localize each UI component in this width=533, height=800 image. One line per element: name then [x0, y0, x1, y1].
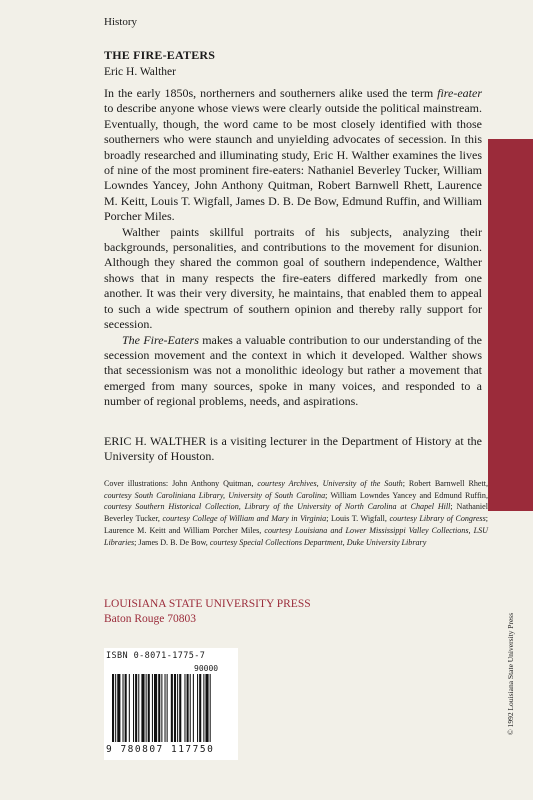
isbn-label: ISBN 0-8071-1775-7 — [106, 651, 206, 661]
p3-text: makes a valuable contribution to our understanding of the secession movement and the context in which it developed. Walther shows that secessionism was not a monolithic ideology but rather a movement that emerged from many sources, spoke in many voices, and responded to a number of regional problems, needs, and aspirations. — [104, 332, 483, 409]
credit-text: ; Robert Barnwell Rhett, — [402, 479, 489, 488]
description-paragraph-1 — [104, 86, 482, 225]
credit-source: courtesy Library of Congress — [389, 514, 486, 524]
credit-text: ; James D. B. De Bow, — [134, 537, 210, 547]
credit-text: ; Louis T. Wigfall, — [326, 514, 390, 524]
credit-source: courtesy South Caroliniana Library, University of South Carolina — [104, 490, 326, 500]
credit-text: ; Nathaniel Beverley Tucker, — [104, 502, 488, 524]
price-code: 90000 — [194, 664, 219, 673]
credit-source: courtesy Southern Historical Collection, Library of the University of North Carolina at Chapel Hill — [104, 502, 451, 512]
publisher-block — [104, 597, 311, 627]
cover-credits — [104, 478, 488, 548]
credit-text: ; William Lowndes Yancey and Edmund Ruffin, — [325, 490, 488, 500]
barcode-icon — [112, 674, 232, 742]
credit-text: Cover illustrations: John Anthony Quitman, — [104, 479, 258, 488]
credit-source: courtesy College of William and Mary in Virginia — [162, 514, 327, 524]
credit-text: ; Laurence M. Keitt and William Porcher Miles, — [104, 514, 488, 535]
category-label: History — [104, 16, 137, 28]
p1-text-cont: to describe anyone whose views were clearly outside the political mainstream. Eventually, though, the word came to be most closely identified with those southerners who were staunch and unyielding advocates of secession. In this broadly researched and illuminating study, Eric H. Walther examines the lives of nine of the most prominent fire-eaters: Nathaniel Beverley Tucker, William Lowndes Yancey, John Anthony Quitman, Robert Barnwell Rhett, Laurence M. Keitt, Louis T. Wigfall, James D. B. De Bow, Edmund Ruffin, and William Porcher Miles. — [104, 101, 482, 224]
publisher-city: Baton Rouge 70803 — [104, 613, 196, 625]
barcode-block — [104, 648, 238, 760]
description — [104, 86, 482, 410]
credit-source: courtesy Louisiana and Lower Mississippi Valley Collections, LSU Libraries — [104, 525, 488, 547]
credit-source: courtesy Special Collections Department, Duke University Library — [209, 537, 427, 547]
book-author: Eric H. Walther — [104, 66, 176, 78]
copyright-notice: © 1992 Louisiana State University Press — [506, 612, 515, 735]
ean-number: 9 780807 117750 — [106, 744, 215, 755]
red-accent-band — [488, 139, 533, 511]
book-title: THE FIRE-EATERS — [104, 48, 216, 62]
p1-text: In the early 1850s, northerners and southerners alike used the term — [104, 86, 438, 100]
description-paragraph-3 — [104, 333, 482, 410]
p3-italic: The Fire-Eaters — [122, 332, 199, 347]
author-bio: ERIC H. WALTHER is a visiting lecturer in the Department of History at the University of Houston. — [104, 434, 482, 464]
credit-source: courtesy Archives, University of the South — [257, 479, 403, 488]
description-paragraph-2: Walther paints skillful portraits of his subjects, analyzing their backgrounds, personalities, and contributions to the movement for disunion. Although they shared the common goal of southern independence, Walther shows that in many respects the fire-eaters differed markedly from one another. It was their very diversity, he maintains, that enabled them to appeal to such a wide spectrum of southern opinion and thereby rally support for secession. — [104, 224, 482, 332]
publisher-name: LOUISIANA STATE UNIVERSITY PRESS — [104, 598, 311, 610]
p1-italic: fire-eater — [437, 86, 482, 100]
